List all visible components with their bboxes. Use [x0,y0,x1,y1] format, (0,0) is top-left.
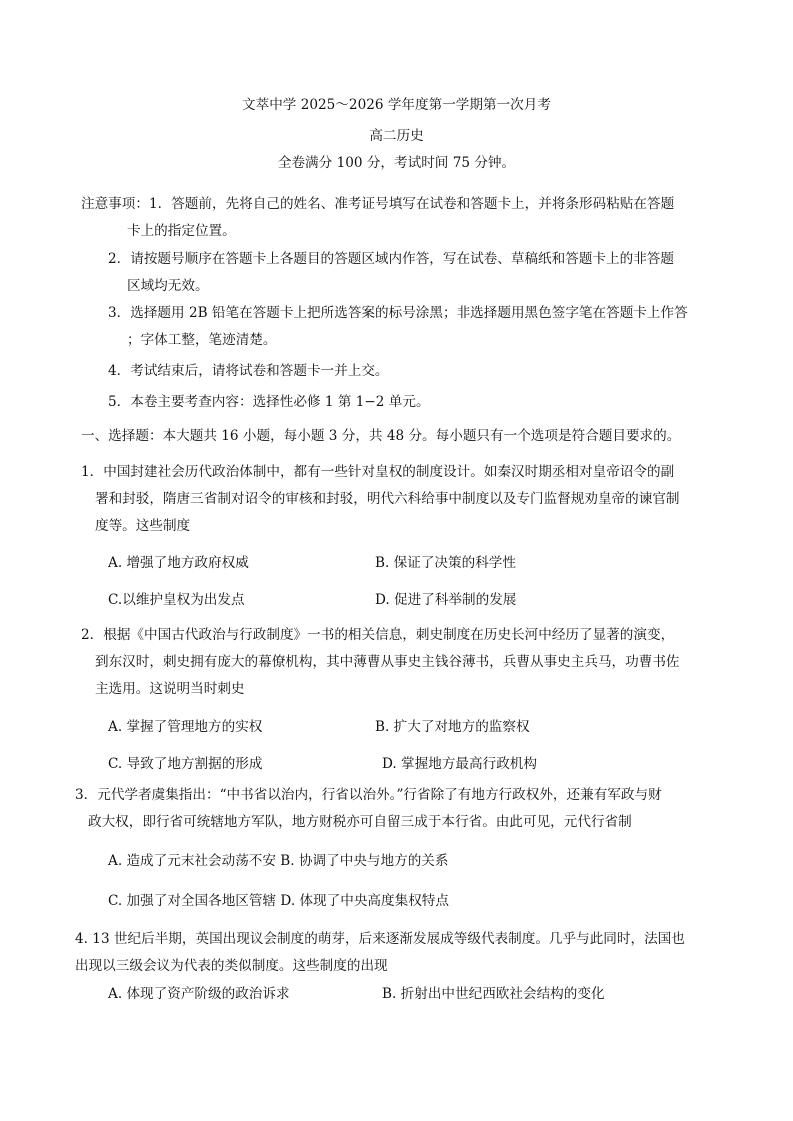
question-stem: 出现以三级会议为代表的类似制度。这些制度的出现 [75,958,388,974]
question-stem: 到东汉时，刺史拥有庞大的幕僚机构，其中薄曹从事史主钱谷薄书，兵曹从事史主兵马，功曹书佐 [95,654,680,670]
exam-info: 全卷满分 100 分，考试时间 75 分钟。 [277,155,516,171]
question-stem: 主选用。这说明当时刺史 [95,681,245,697]
question-stem: 政大权，即行省可统辖地方军队，地方财税亦可自留三成于本行省。由此可见，元代行省制 [88,814,632,830]
option-b: B. 保证了决策的科学性 [375,555,516,571]
note-3: 3．选择题用 2B 铅笔在答题卡上把所选答案的标号涂黑；非选择题用黑色签字笔在答题卡上作答 [108,305,688,321]
note-2: 2．请按题号顺序在答题卡上各题目的答题区域内作答，写在试卷、草稿纸和答题卡上的非答题 [108,251,674,267]
note-3-cont: ；字体工整，笔迹清楚。 [127,332,277,348]
question-stem: 4. 13 世纪后半期，英国出现议会制度的萌芽，后来逐渐发展成等级代表制度。几乎与此同时，法国也 [75,931,685,947]
question-stem: 度等。这些制度 [95,518,191,534]
option-b: B. 扩大了对地方的监察权 [375,719,530,735]
question-stem: 署和封驳，隋唐三省制对诏令的审核和封驳，明代六科给事中制度以及专门监督规劝皇帝的谏官制 [95,491,680,507]
exam-subject: 高二历史 [369,128,424,144]
options-ab: A. 造成了元末社会动荡不安 B. 协调了中央与地方的关系 [108,853,449,869]
question-stem: 2．根据《中国古代政治与行政制度》一书的相关信息，刺史制度在历史长河中经历了显著的演变， [81,627,675,643]
note-2-cont: 区域均无效。 [127,278,209,294]
option-c: C. 导致了地方割据的形成 [108,756,263,772]
option-a: A. 体现了资产阶级的政治诉求 [108,986,290,1002]
option-d: D. 促进了科举制的发展 [375,592,517,608]
option-a: A. 增强了地方政府权威 [108,555,249,571]
option-b: B. 折射出中世纪西欧社会结构的变化 [382,986,605,1002]
section-heading: 一、选择题：本大题共 16 小题，每小题 3 分，共 48 分。每小题只有一个选项是符合题目要求的。 [81,428,681,444]
note-5: 5．本卷主要考查内容：选择性必修 1 第 1−2 单元。 [108,394,430,410]
option-c: C.以维护皇权为出发点 [108,592,245,608]
exam-title: 文萃中学 2025～2026 学年度第一学期第一次月考 [242,97,551,113]
note-1: 注意事项：1．答题前，先将自己的姓名、准考证号填写在试卷和答题卡上，并将条形码粘贴在答题 [81,196,675,212]
option-a: A. 掌握了管理地方的实权 [108,719,263,735]
note-1-cont: 卡上的指定位置。 [127,223,236,239]
option-d: D. 掌握地方最高行政机构 [382,756,537,772]
options-cd: C. 加强了对全国各地区管辖 D. 体现了中央高度集权特点 [108,893,449,909]
question-stem: 1．中国封建社会历代政治体制中，都有一些针对皇权的制度设计。如秦汉时期丞相对皇帝诏令的副 [81,464,675,480]
note-4: 4．考试结束后，请将试卷和答题卡一并上交。 [108,363,389,379]
question-stem: 3．元代学者虞集指出：“中书省以治内，行省以治外。”行省除了有地方行政权外，还兼有军政与财 [75,787,662,803]
